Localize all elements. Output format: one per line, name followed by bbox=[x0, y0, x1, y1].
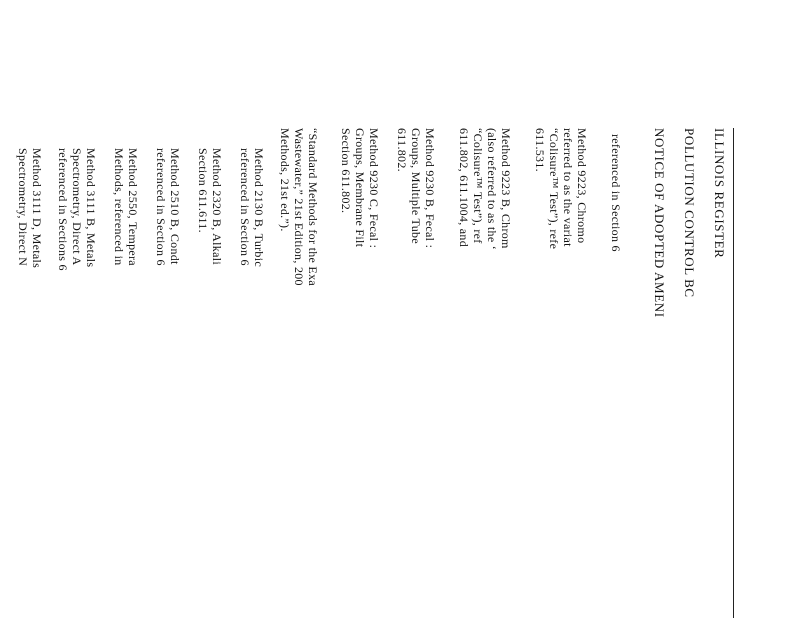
text-line: Method 9230 C, Fecal : bbox=[367, 128, 381, 249]
text-line: “Colisure™ Test”), ref bbox=[471, 128, 485, 244]
header-rule bbox=[733, 128, 734, 618]
text-line: “Standard Methods for the Exa bbox=[306, 128, 320, 286]
text-line: “Colisure™ Test”), refe bbox=[547, 128, 561, 250]
text-line: 611.802, 611.1004, and bbox=[457, 128, 471, 248]
text-line: Methods, referenced in bbox=[112, 148, 126, 266]
text-line: Section 611.611. bbox=[196, 148, 210, 233]
text-line: Methods, 21st ed.”). bbox=[278, 128, 292, 232]
text-line: Method 9223 B, Chrom bbox=[499, 128, 513, 249]
text-line: referred to as the variat bbox=[561, 128, 575, 247]
text-line: referenced in Section 6 bbox=[238, 148, 252, 266]
text-line: Method 3111 B, Metals bbox=[84, 148, 98, 268]
notice-title: NOTICE OF ADOPTED AMENI bbox=[652, 128, 667, 318]
text-line: Section 611.802. bbox=[339, 128, 353, 214]
register-title: ILLINOIS REGISTER bbox=[712, 128, 727, 259]
text-line: Method 2510 B, Condt bbox=[168, 148, 182, 265]
text-line: 611.531. bbox=[533, 128, 547, 172]
text-line: Method 9230 B, Fecal : bbox=[423, 128, 437, 249]
text-line: Groups, Membrane Filt bbox=[353, 128, 367, 248]
text-line: Spectrometry, Direct N bbox=[16, 148, 30, 267]
board-title: POLLUTION CONTROL BC bbox=[682, 128, 697, 298]
text-line: Spectrometry, Direct A bbox=[70, 148, 84, 266]
text-line: referenced in Sections 6 bbox=[56, 148, 70, 271]
text-line: Method 2550, Tempera bbox=[126, 148, 140, 266]
text-line: Method 2320 B, Alkali bbox=[210, 148, 224, 265]
text-line: Method 3111 D, Metals bbox=[30, 148, 44, 269]
text-line: Wastewater,” 21st Edition, 200 bbox=[292, 128, 306, 286]
text-line: Groups, Multiple Tube bbox=[409, 128, 423, 244]
text-line: referenced in Section 6 bbox=[154, 148, 168, 266]
text-line: referenced in Section 6 bbox=[609, 134, 623, 252]
text-line: 611.802. bbox=[395, 128, 409, 172]
text-line: Method 9223, Chromo bbox=[575, 128, 589, 244]
rotated-document bbox=[16, 128, 736, 618]
text-line: Method 2130 B, Turbic bbox=[252, 148, 266, 267]
text-line: (also referred to as the ‘ bbox=[485, 128, 499, 251]
